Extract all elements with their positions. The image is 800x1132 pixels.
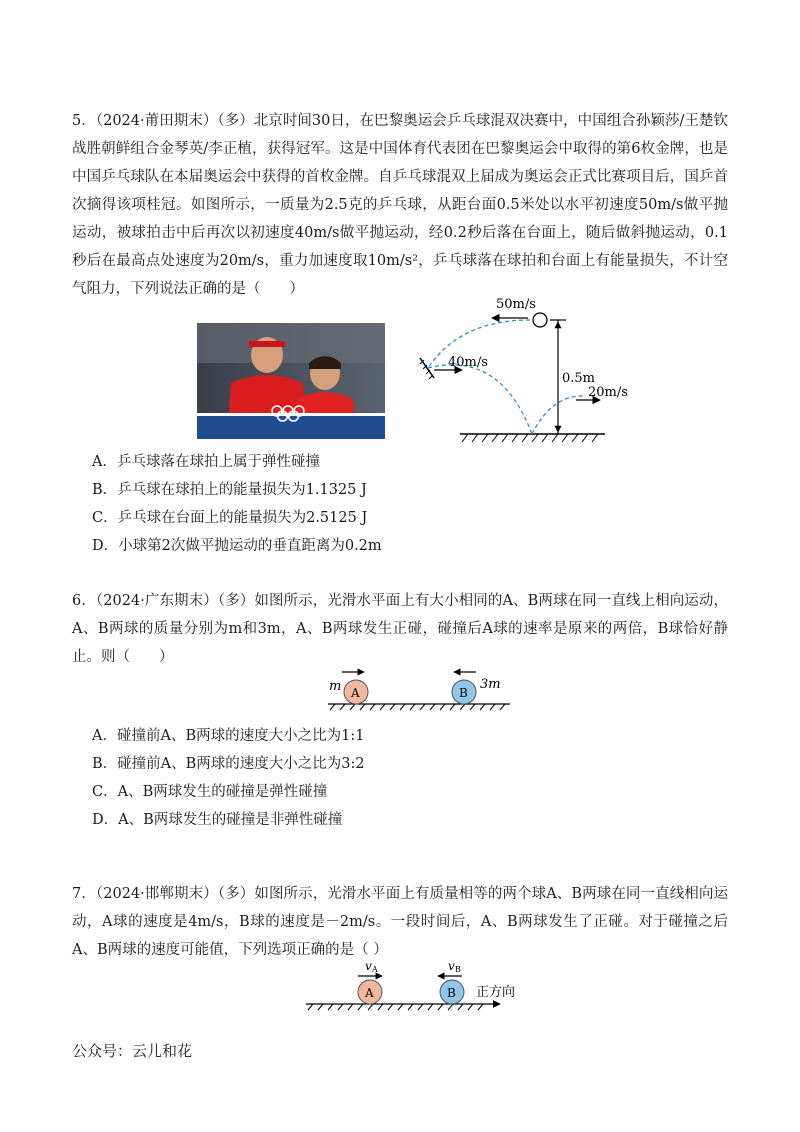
q5-option-a: A．乒乓球落在球拍上属于弹性碰撞 — [92, 454, 320, 470]
question-5-stem: 5．（2024·莆田期末）（多）北京时间30日，在巴黎奥运会乒乓球混双决赛中，中国组合孙颖莎/王楚钦战胜朝鲜组合金琴英/李正植，获得冠军。这是中国体育代表团在巴黎奥运会中取得的第6枚金牌，也是中国乒乓球队在本届奥运会中获得的首枚金牌。自乒乓球混双上届成为奥运会正式比赛项目后，国乒首次摘得该项桂冠。如图所示，一质量为2.5克的乒乓球，从距台面0.5米处以水平初速度50m/s做平抛运动，被球拍击中后再次以初速度40m/s做平抛运动，经0.2秒后落在台面上，随后做斜抛运动，0.1秒后在最高点处速度为20m/s，重力加速度取10m/s²，乒乓球落在球拍和台面上有能量损失，不计空气阻力，下列说法正确的是（ ） — [72, 113, 728, 297]
ball-a-label-7: A — [365, 986, 374, 1000]
q5-option-b: B．乒乓球在球拍上的能量损失为1.1325 J — [92, 482, 367, 498]
label-50ms: 50m/s — [496, 297, 536, 312]
label-mass-a: m — [329, 679, 342, 694]
question-7-stem: 7．（2024·邯郸期末）（多）如图所示，光滑水平面上有质量相等的两个球A、B两球在同一直线相向运动，A球的速度是4m/s，B球的速度是－2m/s。一段时间后，A、B两球发生了正碰。对于碰撞之后A、B两球的速度可能值，下列选项正确的是（ ） — [72, 886, 728, 958]
q5-option-d: D．小球第2次做平抛运动的垂直距离为0.2m — [92, 538, 382, 554]
label-height: 0.5m — [562, 371, 596, 386]
ball-b-label-7: B — [447, 986, 456, 1000]
label-vb: v — [448, 959, 455, 973]
question-7 — [72, 880, 728, 964]
question-5 — [72, 107, 728, 303]
label-vb-sub: B — [455, 965, 461, 974]
label-mass-b: 3m — [480, 677, 501, 692]
question-6 — [72, 587, 728, 671]
collision-diagram-6 — [320, 664, 520, 716]
projectile-diagram — [410, 290, 630, 450]
label-40ms: 40m/s — [448, 355, 488, 370]
q6-option-b: B．碰撞前A、B两球的速度大小之比为3:2 — [92, 756, 365, 772]
q6-option-c: C．A、B两球发生的碰撞是弹性碰撞 — [92, 784, 328, 800]
label-20ms: 20m/s — [588, 385, 628, 400]
table-tennis-photo — [197, 323, 385, 439]
footer-credit: 公众号：云儿和花 — [72, 1042, 193, 1060]
ball-a-label: A — [351, 686, 360, 700]
label-va: v — [365, 959, 372, 973]
q5-option-c: C．乒乓球在台面上的能量损失为2.5125 J — [92, 510, 368, 526]
q6-option-d: D．A、B两球发生的碰撞是非弹性碰撞 — [92, 812, 343, 828]
collision-diagram-7 — [300, 958, 530, 1014]
q6-option-a: A．碰撞前A、B两球的速度大小之比为1:1 — [92, 728, 365, 744]
ball-b-label: B — [459, 686, 468, 700]
label-va-sub: A — [372, 965, 378, 974]
positive-direction-label: 正方向 — [476, 985, 516, 1000]
question-6-stem: 6．（2024·广东期末）（多）如图所示，光滑水平面上有大小相同的A、B两球在同一直线上相向运动，A、B两球的质量分别为m和3m，A、B两球发生正碰，碰撞后A球的速率是原来的两倍，B球恰好静止。则（ ） — [72, 593, 728, 665]
